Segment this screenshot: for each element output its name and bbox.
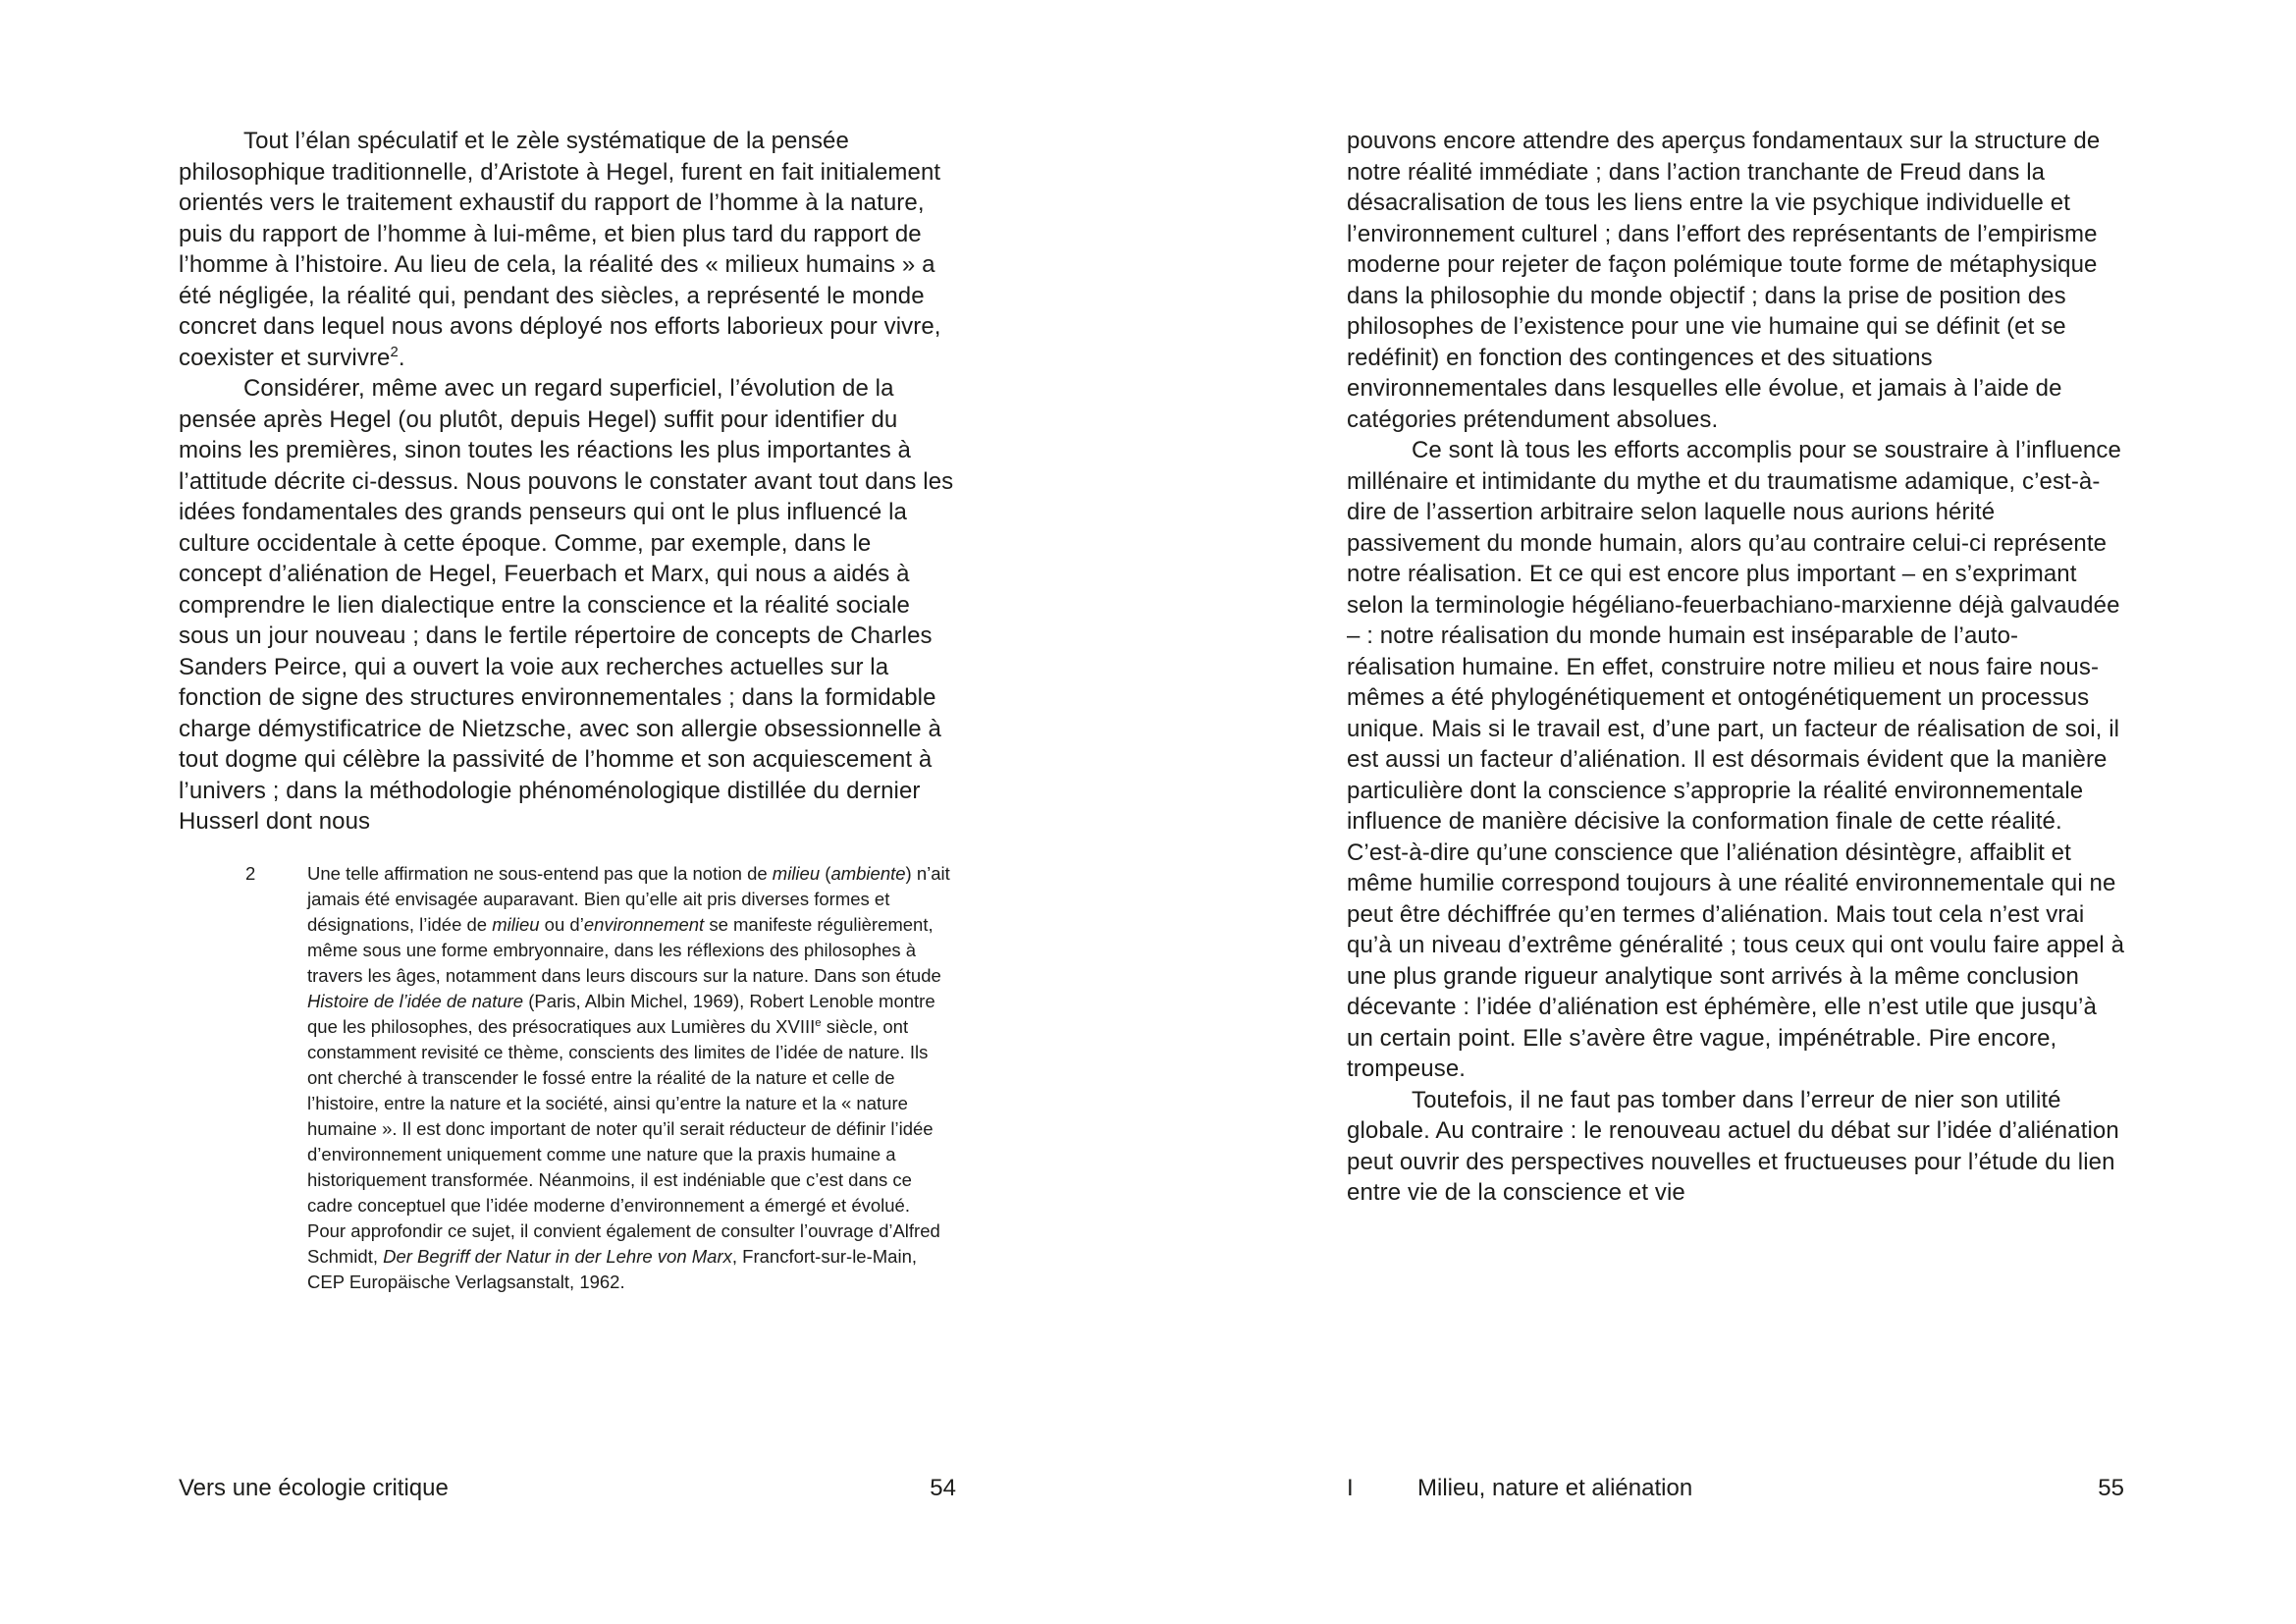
page-right-content (1347, 0, 2124, 1209)
page-number-left: 54 (930, 1475, 956, 1501)
footnote-text: Une telle affirmation ne sous-entend pas que la notion de milieu (ambiente) n’ait jamais été envisagée auparavant. Bien qu’elle ait pris diverses formes et désignations, l’idée de milieu ou d’environnement se manifeste régulièrement, même sous une forme embryonnaire, dans les réflexions des philosophes à travers les âges, notamment dans leurs discours sur la nature. Dans son étude Histoire de l’idée de nature (Paris, Albin Michel, 1969), Robert Lenoble montre que les philosophes, des présocratiques aux Lumières du XVIIIe siècle, ont constamment revisité ce thème, conscients des limites de l’idée de nature. Ils ont cherché à transcender le fossé entre la réalité de la nature et celle de l’histoire, entre la nature et la société, ainsi qu’entre la nature et la « nature humaine ». Il est donc important de noter qu’il serait réducteur de définir l’idée d’environnement uniquement comme une nature que la praxis humaine a historiquement transformée. Néanmoins, il est indéniable que c’est dans ce cadre conceptuel que l’idée moderne d’environnement a émergé et évolué. Pour approfondir ce sujet, il convient également de consulter l’ouvrage d’Alfred Schmidt, Der Begriff der Natur in der Lehre von Marx, Francfort-sur-le-Main, CEP Europäische Verlagsanstalt, 1962. (307, 862, 950, 1292)
main-text-right (1347, 126, 2124, 1209)
footnote-number: 2 (245, 862, 256, 884)
paragraph: Tout l’élan spéculatif et le zèle systématique de la pensée philosophique traditionnelle, d’Aristote à Hegel, furent en fait initialement orientés vers le traitement exhaustif du rapport de l’homme à la nature, puis du rapport de l’homme à lui-même, et bien plus tard du rapport de l’homme à l’histoire. Au lieu de cela, la réalité des « milieux humains » a été négligée, la réalité qui, pendant des siècles, a représenté le monde concret dans lequel nous avons déployé nos efforts laborieux pour vivre, coexister et survivre$^2$. (179, 128, 941, 371)
running-title-right: Milieu, nature et aliénation (1417, 1475, 1693, 1501)
footer-left-group (1347, 1475, 1692, 1502)
paragraph: Considérer, même avec un regard superficiel, l’évolution de la pensée après Hegel (ou plutôt, depuis Hegel) suffit pour identifier du moins les premières, sinon toutes les réactions les plus importantes à l’attitude décrite ci-dessus. Nous pouvons le constater avant tout dans les idées fondamentales des grands penseurs qui ont le plus influencé la culture occidentale à cette époque. Comme, par exemple, dans le concept d’aliénation de Hegel, Feuerbach et Marx, qui nous a aidés à comprendre le lien dialectique entre la conscience et la réalité sociale sous un jour nouveau ; dans le fertile répertoire de concepts de Charles Sanders Peirce, qui a ouvert la voie aux recherches actuelles sur la fonction de signe des structures environnementales ; dans la formidable charge démystificatrice de Nietzsche, avec son allergie obsessionnelle à tout dogme qui célèbre la passivité de l’homme et son acquiescement à l’univers ; dans la méthodologie phénoménologique distillée du dernier Husserl dont nous (179, 375, 954, 835)
page-left (179, 0, 956, 1624)
footnote (179, 861, 956, 1295)
running-footer-left (179, 1475, 956, 1502)
page-right (1347, 0, 2124, 1624)
page-left-content (179, 0, 956, 1295)
running-title-left: Vers une écologie critique (179, 1475, 449, 1501)
running-footer-right (1347, 1475, 2124, 1502)
paragraph: Ce sont là tous les efforts accomplis pour se soustraire à l’influence millénaire et intimidante du mythe et du traumatisme adamique, c’est-à-dire de l’assertion arbitraire selon laquelle nous aurions hérité passivement du monde humain, alors qu’au contraire celui-ci représente notre réalisation. Et ce qui est encore plus important – en s’exprimant selon la terminologie hégéliano-feuerbachiano-marxienne déjà galvaudée – : notre réalisation du monde humain est inséparable de l’auto-réalisation humaine. En effet, construire notre milieu et nous faire nous-mêmes a été phylogénétiquement et ontogénétiquement un processus unique. Mais si le travail est, d’une part, un facteur de réalisation de soi, il est aussi un facteur d’aliénation. Il est désormais évident que la manière particulière dont la conscience s’approprie la réalité environnementale influence de manière décisive la conformation finale de cette réalité. C’est-à-dire qu’une conscience que l’aliénation désintègre, affaiblit et même humilie correspond toujours à une réalité environnementale qui ne peut être déchiffrée qu’en termes d’aliénation. Mais tout cela n’est vrai qu’à un niveau d’extrême généralité ; tous ceux qui ont voulu faire appel à une plus grande rigueur analytique sont arrivés à la même conclusion décevante : l’idée d’aliénation est éphémère, elle n’est utile que jusqu’à un certain point. Elle s’avère être vague, impénétrable. Pire encore, trompeuse. (1347, 437, 2125, 1082)
page-number-right: 55 (2098, 1475, 2124, 1501)
chapter-number: I (1347, 1475, 1354, 1501)
paragraph: pouvons encore attendre des aperçus fondamentaux sur la structure de notre réalité immédiate ; dans l’action tranchante de Freud dans la désacralisation de tous les liens entre la vie psychique individuelle et l’environnement culturel ; dans l’effort des représentants de l’empirisme moderne pour rejeter de façon polémique toute forme de métaphysique dans la philosophie du monde objectif ; dans la prise de position des philosophes de l’existence pour une vie humaine qui se définit (et se redéfinit) en fonction des contingences et des situations environnementales dans lesquelles elle évolue, et jamais à l’aide de catégories prétendument absolues. (1347, 128, 2101, 433)
main-text-left (179, 126, 956, 838)
paragraph: Toutefois, il ne faut pas tomber dans l’erreur de nier son utilité globale. Au contraire : le renouveau actuel du débat sur l’idée d’aliénation peut ouvrir des perspectives nouvelles et fructueuses pour l’étude du lien entre vie de la conscience et vie (1347, 1086, 2119, 1206)
